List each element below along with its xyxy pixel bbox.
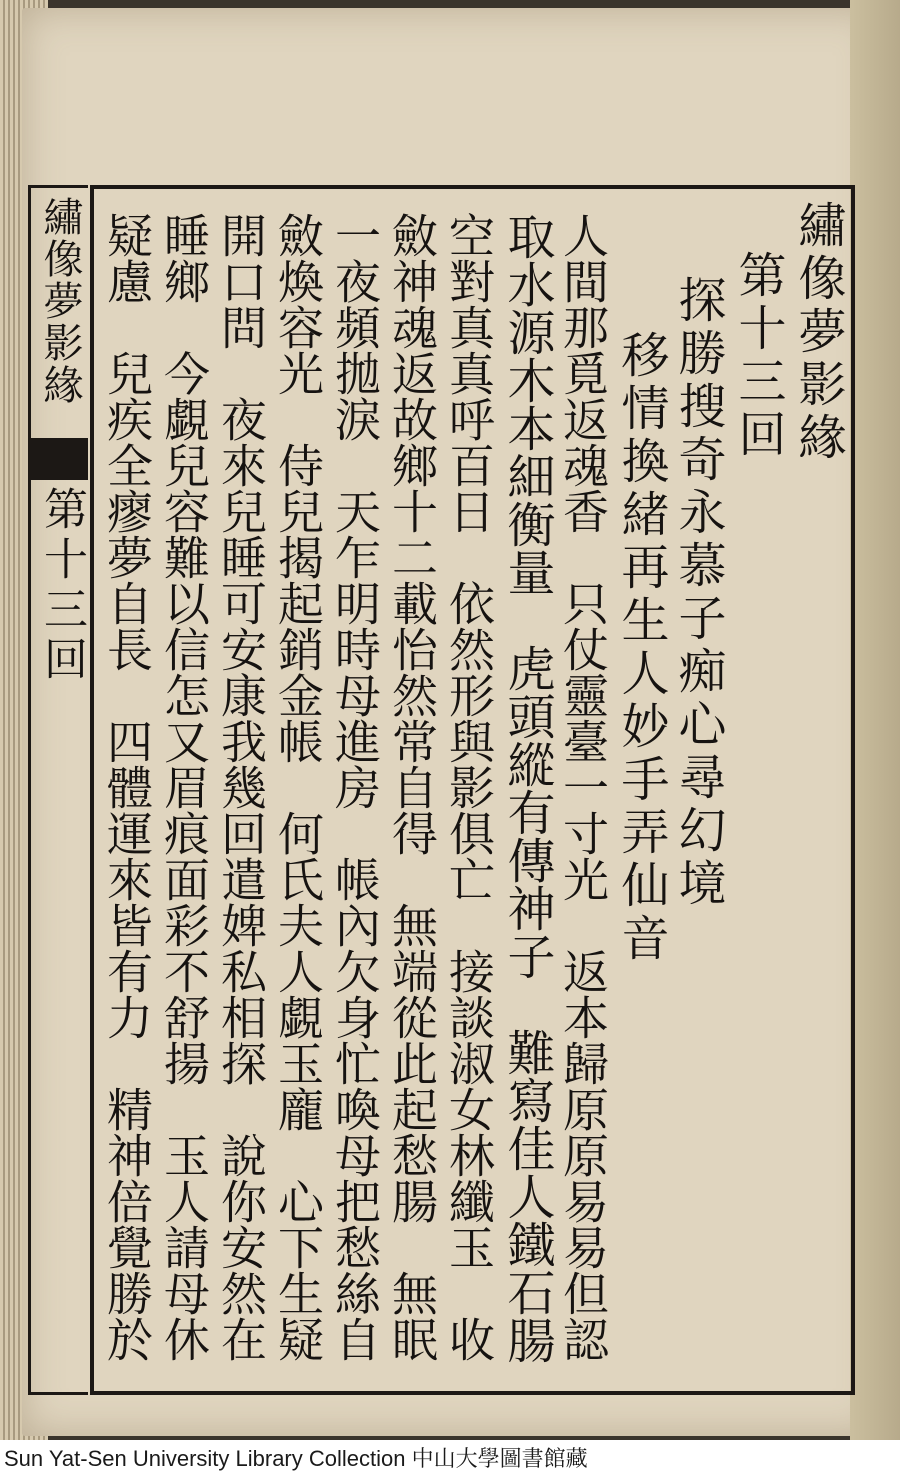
- text-column-couplet-2: 移情換緒再生人妙手弄仙音: [613, 330, 669, 966]
- text-column-body-2: 取水源木本細衡量 虎頭縱有傳神子 難寫佳人鐵石腸: [499, 212, 555, 1364]
- text-column-body-3: 空對真真呼百日 依然形與影俱亡 接談淑女林纖玉 收: [442, 212, 496, 1362]
- text-column-body-9: 疑慮 兒疾全瘳夢自長 四體運來皆有力 精神倍覺勝於: [100, 212, 154, 1362]
- text-column-couplet-1: 探勝搜奇永慕子痴心尋幻境: [670, 275, 726, 911]
- text-column-body-4: 斂神魂返故鄉十二載怡然常自得 無端從此起愁腸 無眠: [385, 212, 439, 1362]
- fold-chapter-number: 第十三回: [36, 486, 87, 686]
- text-column-book-title: 繡像夢影緣: [790, 200, 846, 465]
- text-column-chapter-heading: 第十三回: [730, 250, 786, 462]
- text-column-body-7: 開口問 夜來兒睡可安康我幾回遣婢私相探 說你安然在: [214, 212, 268, 1362]
- text-column-body-5: 一夜頻拋淚 天乍明時母進房 帳內欠身忙喚母把愁絲自: [328, 212, 382, 1362]
- fold-margin: [28, 185, 88, 1395]
- collection-caption: Sun Yat-Sen University Library Collection 中山大學圖書館藏: [0, 1440, 900, 1478]
- text-column-body-6: 斂煥容光 侍兒揭起銷金帳 何氏夫人覷玉龐 心下生疑: [271, 212, 325, 1362]
- fold-fishtail-mark: [31, 438, 88, 480]
- facing-page-edge: [850, 0, 900, 1440]
- text-column-body-8: 睡鄉 今覷兒容難以信怎又眉痕面彩不舒揚 玉人請母休: [157, 212, 211, 1362]
- text-column-body-1: 人間那覓返魂香 只仗靈臺一寸光 返本歸原原易易但認: [556, 212, 610, 1362]
- fold-book-title: 繡像夢影緣: [37, 196, 83, 406]
